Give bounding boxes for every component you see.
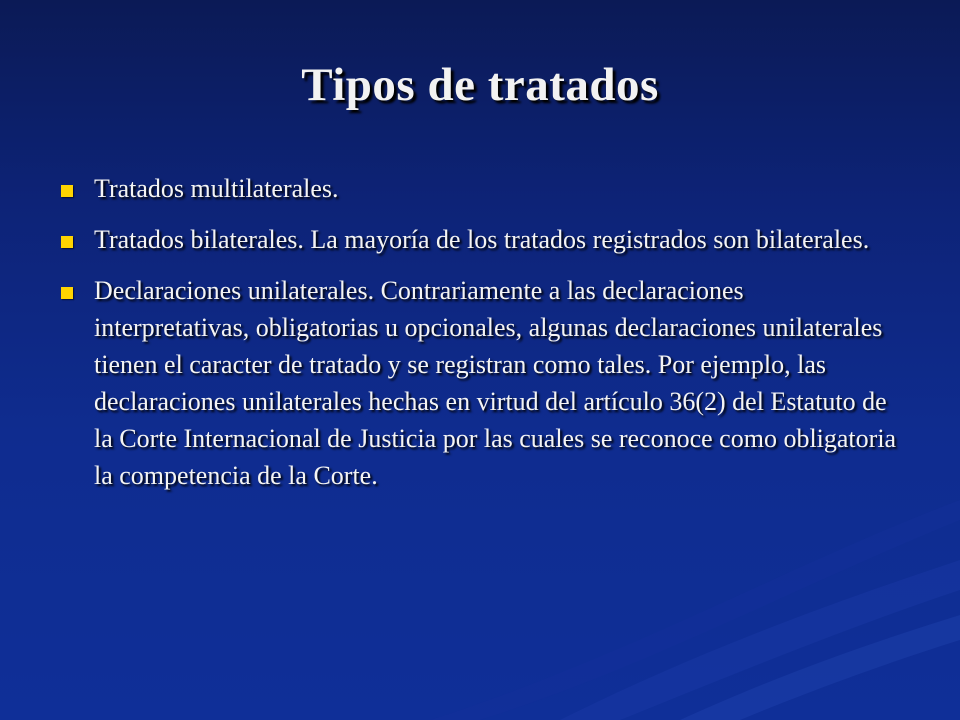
bullet-text: Tratados bilaterales. La mayoría de los tratados registrados son bilaterales. — [94, 225, 870, 254]
bullet-text: Declaraciones unilaterales. Contrariamente a las declaraciones interpretativas, obligatorias u opcionales, algunas declaraciones unilaterales tienen el caracter de tratado y se registran como tales. Por ejemplo, las declaraciones unilaterales hechas en virtud del artículo 36(2) del Estatuto de la Corte Internacional de Justicia por las cuales se reconoce como obligatoria la competencia de la Corte. — [94, 276, 897, 490]
bullet-text: Tratados multilaterales. — [94, 174, 339, 203]
square-bullet-icon — [61, 287, 73, 299]
square-bullet-icon — [61, 236, 73, 248]
square-bullet-icon — [61, 185, 73, 197]
bullet-item — [58, 170, 904, 207]
bullet-item — [58, 221, 904, 258]
bullet-item — [58, 272, 904, 494]
slide-title: Tipos de tratados — [301, 59, 659, 111]
bullet-list — [58, 170, 904, 508]
